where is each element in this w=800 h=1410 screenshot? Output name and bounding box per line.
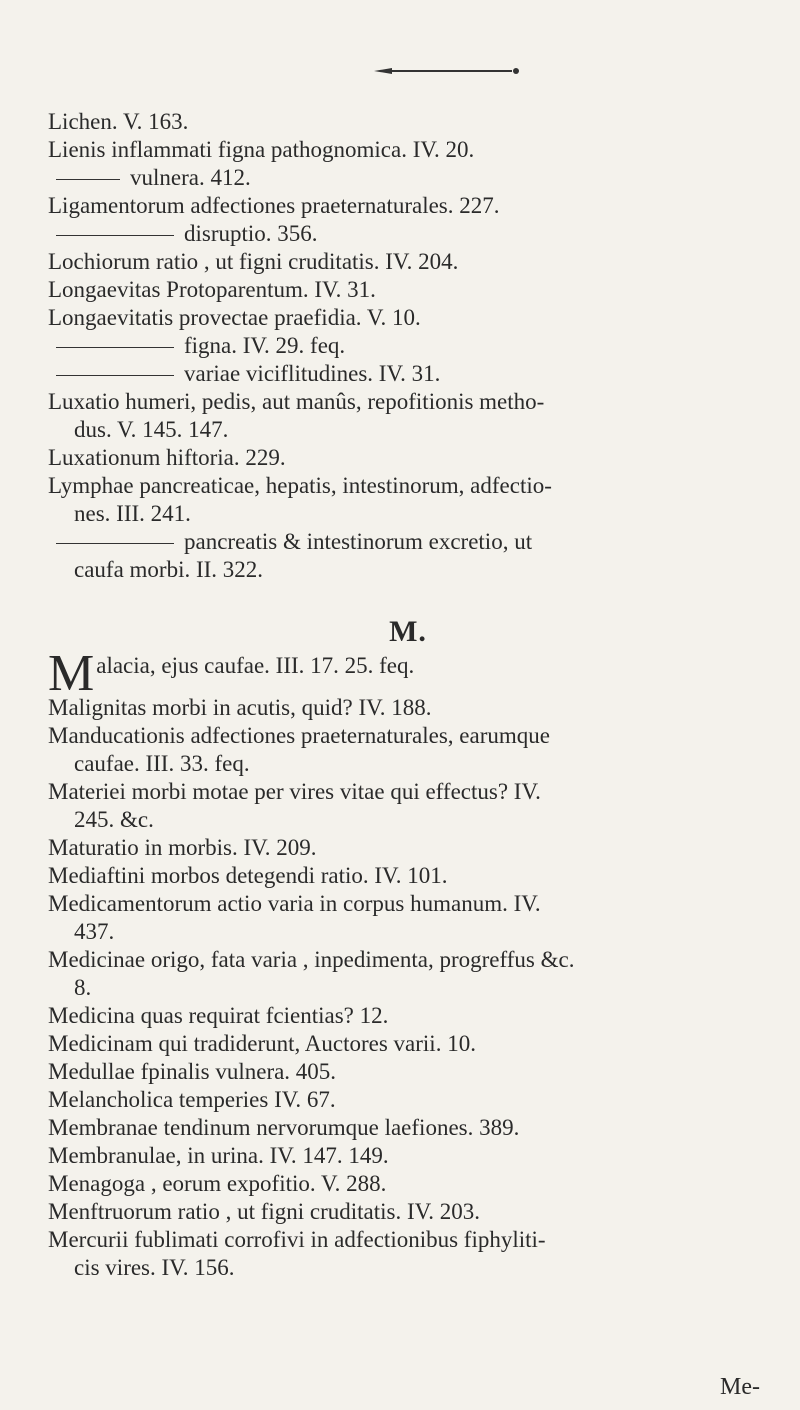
entry-text: pancreatis & intestinorum excretio, ut	[184, 529, 533, 554]
entry-text: Lochiorum ratio , ut figni cruditatis. IV. 204.	[48, 249, 459, 274]
entry-text: variae viciflitudines. IV. 31.	[184, 361, 441, 386]
ditto-dash	[56, 543, 174, 544]
index-section-m	[48, 694, 768, 1282]
index-section-l	[48, 108, 768, 584]
entry-text: Longaevitatis provectae praefidia. V. 10.	[48, 305, 421, 330]
index-entry	[48, 444, 768, 472]
index-entry	[48, 722, 768, 778]
index-entry	[48, 248, 768, 276]
entry-text: Longaevitas Protoparentum. IV. 31.	[48, 277, 376, 302]
index-entry	[48, 220, 768, 248]
index-entry	[48, 1226, 768, 1282]
entry-text: Mercurii fublimati corrofivi in adfectionibus fiphyliti-	[48, 1227, 546, 1252]
index-entry	[48, 834, 768, 862]
entry-text: Menagoga , eorum expofitio. V. 288.	[48, 1171, 387, 1196]
index-entry	[48, 276, 768, 304]
entry-text: Membranulae, in urina. IV. 147. 149.	[48, 1143, 389, 1168]
ditto-dash	[56, 179, 120, 180]
entry-continuation: caufa morbi. II. 322.	[74, 557, 264, 582]
index-entry	[48, 862, 768, 890]
index-entry	[48, 1058, 768, 1086]
entry-text: Medullae fpinalis vulnera. 405.	[48, 1059, 337, 1084]
entry-text: Manducationis adfectiones praeternaturales, earumque	[48, 723, 550, 748]
index-entry	[48, 304, 768, 332]
index-entry	[48, 946, 768, 1002]
entry-continuation: caufae. III. 33. feq.	[74, 751, 250, 776]
index-entry	[48, 472, 768, 528]
index-entry	[48, 1086, 768, 1114]
entry-continuation: 245. &c.	[74, 807, 154, 832]
catchword: Me-	[720, 1374, 760, 1400]
index-entry	[48, 1114, 768, 1142]
entry-text: Maturatio in morbis. IV. 209.	[48, 835, 317, 860]
index-entry	[48, 1030, 768, 1058]
ditto-dash	[56, 235, 174, 236]
entry-text: Menftruorum ratio , ut figni cruditatis. IV. 203.	[48, 1199, 481, 1224]
index-entry	[48, 528, 768, 584]
entry-continuation: 8.	[74, 975, 92, 1000]
ditto-dash	[56, 347, 174, 348]
index-entry	[48, 164, 768, 192]
entry-text: Mediaftini morbos detegendi ratio. IV. 101.	[48, 863, 448, 888]
entry-text: alacia, ejus caufae. III. 17. 25. feq.	[96, 653, 415, 678]
entry-text: Luxatio humeri, pedis, aut manûs, repofitionis metho-	[48, 389, 545, 414]
entry-continuation: cis vires. IV. 156.	[74, 1255, 235, 1280]
index-entry	[48, 694, 768, 722]
index-entry	[48, 1198, 768, 1226]
entry-text: Luxationum hiftoria. 229.	[48, 445, 286, 470]
entry-text: Lymphae pancreaticae, hepatis, intestinorum, adfectio-	[48, 473, 552, 498]
entry-text: Medicamentorum actio varia in corpus humanum. IV.	[48, 891, 541, 916]
index-entry	[48, 388, 768, 444]
entry-text: Lichen. V. 163.	[48, 109, 189, 134]
entry-text: disruptio. 356.	[184, 221, 318, 246]
index-entry	[48, 890, 768, 946]
index-entry	[48, 1170, 768, 1198]
index-entry	[48, 108, 768, 136]
header-ornament	[372, 66, 522, 76]
entry-text: Melancholica temperies IV. 67.	[48, 1087, 336, 1112]
index-entry	[48, 360, 768, 388]
entry-text: Ligamentorum adfectiones praeternaturales. 227.	[48, 193, 500, 218]
index-entry	[48, 1142, 768, 1170]
entry-text: Materiei morbi motae per vires vitae qui effectus? IV.	[48, 779, 541, 804]
entry-text: figna. IV. 29. feq.	[184, 333, 346, 358]
entry-continuation: dus. V. 145. 147.	[74, 417, 229, 442]
index-entry	[48, 778, 768, 834]
entry-continuation: 437.	[74, 919, 115, 944]
entry-text: Malignitas morbi in acutis, quid? IV. 188.	[48, 695, 432, 720]
index-entry	[48, 1002, 768, 1030]
entry-text: Lienis inflammati figna pathognomica. IV. 20.	[48, 137, 475, 162]
entry-text: vulnera. 412.	[130, 165, 251, 190]
entry-text: Medicina quas requirat fcientias? 12.	[48, 1003, 389, 1028]
index-entry-malacia	[48, 645, 768, 702]
section-heading-m: M.	[389, 615, 427, 648]
ditto-dash	[56, 375, 174, 376]
index-entry	[48, 332, 768, 360]
index-entry	[48, 192, 768, 220]
entry-continuation: nes. III. 241.	[74, 501, 191, 526]
drop-cap: M	[48, 645, 95, 702]
index-entry	[48, 136, 768, 164]
index-page	[48, 108, 768, 1282]
entry-text: Membranae tendinum nervorumque laefiones. 389.	[48, 1115, 520, 1140]
entry-text: Medicinae origo, fata varia , inpedimenta, progreffus &c.	[48, 947, 575, 972]
entry-text: Medicinam qui tradiderunt, Auctores varii. 10.	[48, 1031, 476, 1056]
